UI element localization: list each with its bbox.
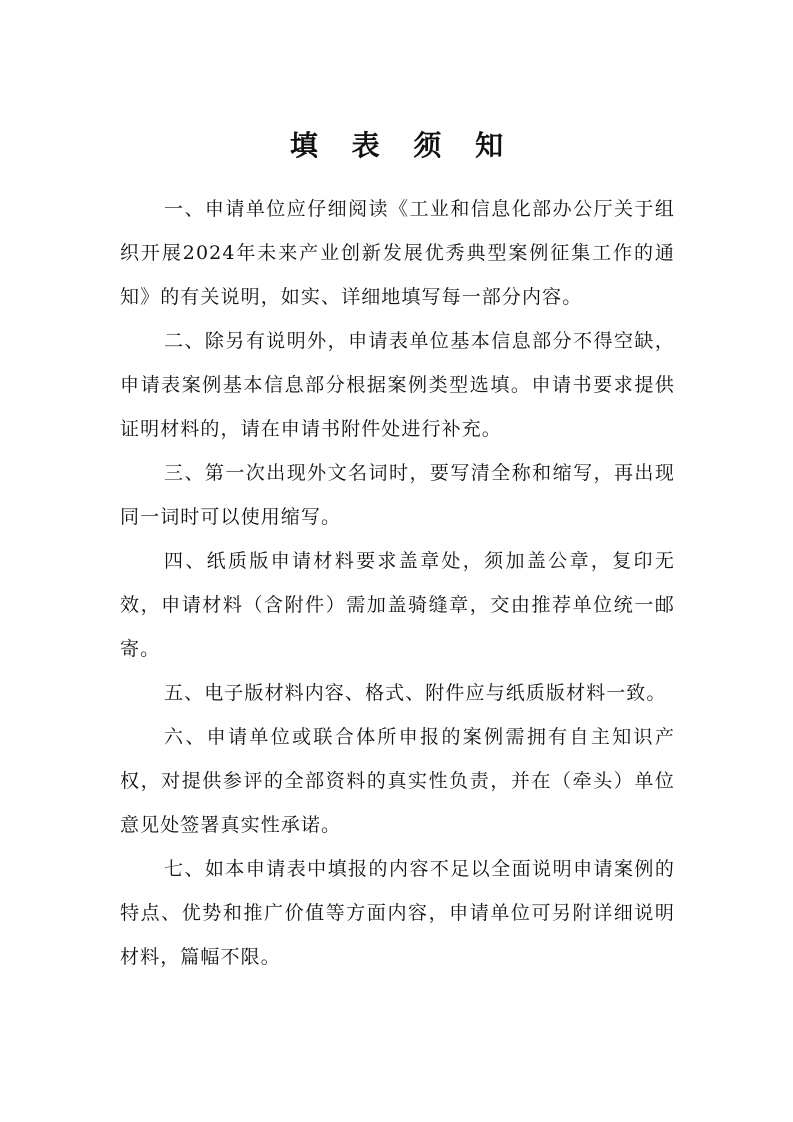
instruction-paragraph-5: 五、电子版材料内容、格式、附件应与纸质版材料一致。 <box>164 682 667 704</box>
instruction-paragraph-1: 一、申请单位应仔细阅读《工业和信息化部办公厅关于组织开展2024年未来产业创新发展优秀典型案例征集工作的通知》的有关说明，如实、详细地填写每一部分内容。 <box>120 198 675 308</box>
page-title: 填 表 须 知 <box>289 129 516 162</box>
instruction-paragraph-3: 三、第一次出现外文名词时，要写清全称和缩写，再出现同一词时可以使用缩写。 <box>120 462 675 528</box>
instruction-paragraph-6: 六、申请单位或联合体所申报的案例需拥有自主知识产权，对提供参评的全部资料的真实性负责，并在（牵头）单位意见处签署真实性承诺。 <box>120 726 675 836</box>
instruction-paragraph-4: 四、纸质版申请材料要求盖章处，须加盖公章，复印无效，申请材料（含附件）需加盖骑缝章，交由推荐单位统一邮寄。 <box>120 550 675 660</box>
instruction-paragraph-7: 七、如本申请表中填报的内容不足以全面说明申请案例的特点、优势和推广价值等方面内容，申请单位可另附详细说明材料，篇幅不限。 <box>120 858 675 968</box>
instructions-body <box>120 187 675 979</box>
instruction-paragraph-2: 二、除另有说明外，申请表单位基本信息部分不得空缺，申请表案例基本信息部分根据案例类型选填。申请书要求提供证明材料的，请在申请书附件处进行补充。 <box>120 330 675 440</box>
